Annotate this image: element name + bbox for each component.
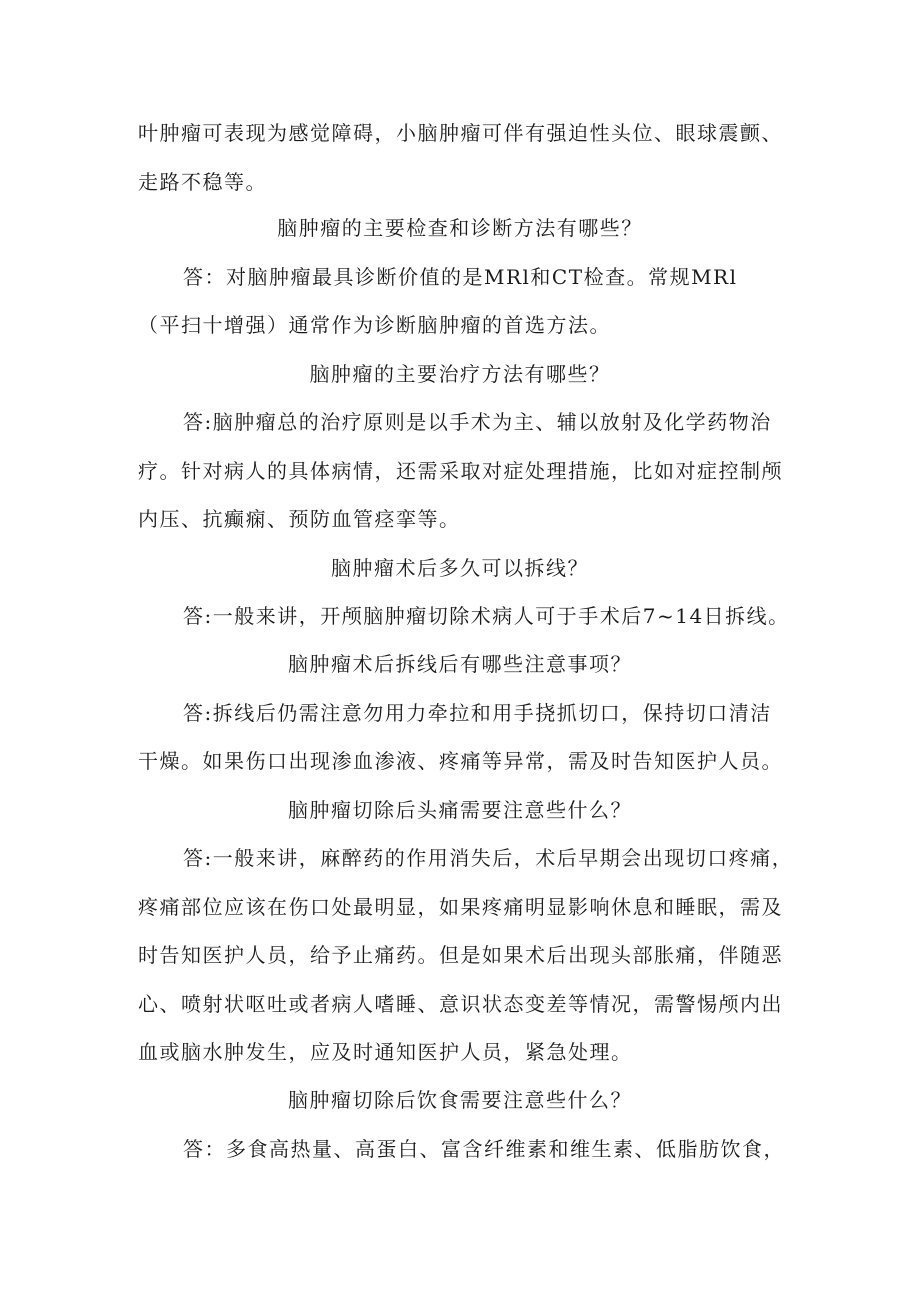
intro-line: 叶肿瘤可表现为感觉障碍，小脑肿瘤可伴有强迫性头位、眼球震颤、 <box>138 121 783 145</box>
question-heading: 脑肿瘤术后拆线后有哪些注意事项？ <box>288 652 632 676</box>
answer-line: 疼痛部位应该在伤口处最明显，如果疼痛明显影响休息和睡眠，需及 <box>138 895 783 919</box>
question-heading: 脑肿瘤切除后头痛需要注意些什么？ <box>288 798 632 822</box>
answer-line: 答:一般来讲，开颅脑肿瘤切除术病人可于手术后7~14日拆线。 <box>183 604 790 628</box>
intro-line: 走路不稳等。 <box>138 170 267 194</box>
answer-line: 答:一般来讲，麻醉药的作用消失后，术后早期会出现切口疼痛， <box>183 846 794 870</box>
answer-line: 答:脑肿瘤总的治疗原则是以手术为主、辅以放射及化学药物治 <box>183 410 772 434</box>
answer-line: 答:拆线后仍需注意勿用力牵拉和用手挠抓切口，保持切口清洁 <box>183 701 772 725</box>
question-heading: 脑肿瘤的主要检查和诊断方法有哪些？ <box>277 216 643 240</box>
question-heading: 脑肿瘤的主要治疗方法有哪些？ <box>309 362 611 386</box>
answer-line: 答：多食高热量、高蛋白、富含纤维素和维生素、低脂肪饮食， <box>183 1137 785 1161</box>
answer-line: 内压、抗癫痫、预防血管痉挛等。 <box>138 507 461 531</box>
answer-line: （平扫十增强）通常作为诊断脑肿瘤的首选方法。 <box>138 313 611 337</box>
answer-line: 疗。针对病人的具体病情，还需采取对症处理措施，比如对症控制颅 <box>138 459 783 483</box>
answer-line: 时告知医护人员，给予止痛药。但是如果术后出现头部胀痛，伴随恶 <box>138 943 783 967</box>
question-heading: 脑肿瘤术后多久可以拆线？ <box>331 556 589 580</box>
answer-line: 血或脑水肿发生，应及时通知医护人员，紧急处理。 <box>138 1040 633 1064</box>
question-heading: 脑肿瘤切除后饮食需要注意些什么？ <box>288 1088 632 1112</box>
answer-line: 答：对脑肿瘤最具诊断价值的是MRl和CT检查。常规MRl <box>183 265 738 289</box>
answer-line: 心、喷射状呕吐或者病人嗜睡、意识状态变差等情况，需警惕颅内出 <box>138 992 783 1016</box>
answer-line: 干燥。如果伤口出现渗血渗液、疼痛等异常，需及时告知医护人员。 <box>138 749 783 773</box>
